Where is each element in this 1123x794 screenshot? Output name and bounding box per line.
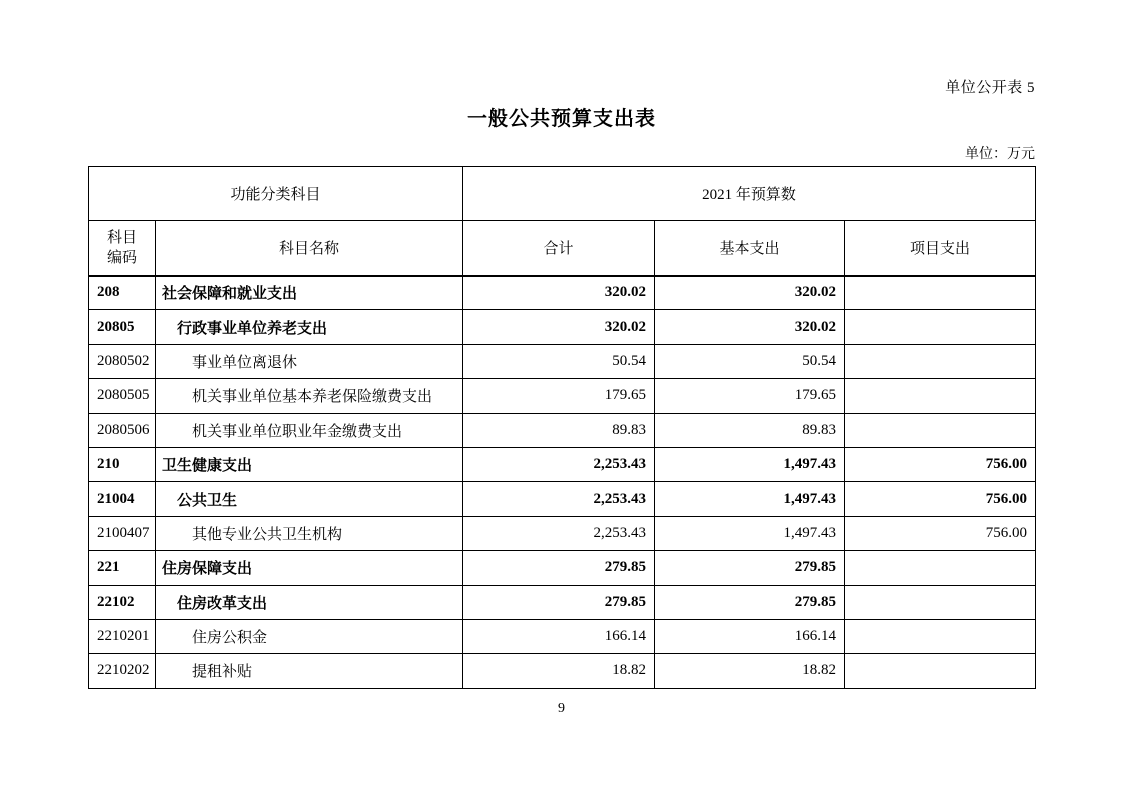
page-number: 9 — [558, 701, 565, 716]
cell-total: 279.85 — [463, 551, 655, 585]
header-2021-budget: 2021 年预算数 — [463, 167, 1036, 221]
table-row — [89, 585, 1036, 619]
table-header — [89, 167, 1036, 276]
table-row — [89, 344, 1036, 378]
cell-name: 行政事业单位养老支出 — [156, 310, 463, 344]
cell-name: 卫生健康支出 — [156, 447, 463, 481]
header-group-row — [89, 167, 1036, 221]
table-row — [89, 447, 1036, 481]
cell-total: 2,253.43 — [463, 447, 655, 481]
cell-code: 2210202 — [89, 654, 156, 688]
table-body — [89, 276, 1036, 689]
table-row — [89, 413, 1036, 447]
cell-name: 住房保障支出 — [156, 551, 463, 585]
cell-project — [845, 551, 1036, 585]
cell-code: 21004 — [89, 482, 156, 516]
cell-project — [845, 654, 1036, 688]
header-subject-code-line1: 科目 — [106, 229, 137, 246]
cell-total: 2,253.43 — [463, 482, 655, 516]
header-subject-name: 科目名称 — [156, 221, 463, 276]
cell-total: 320.02 — [463, 310, 655, 344]
table-row — [89, 310, 1036, 344]
cell-total: 89.83 — [463, 413, 655, 447]
header-columns-row — [89, 221, 1036, 276]
cell-basic: 1,497.43 — [655, 447, 845, 481]
cell-project — [845, 585, 1036, 619]
unit-note: 单位：万元 — [965, 147, 1035, 162]
cell-total: 18.82 — [463, 654, 655, 688]
cell-code: 2080502 — [89, 344, 156, 378]
cell-project — [845, 344, 1036, 378]
header-functional-classification: 功能分类科目 — [89, 167, 463, 221]
cell-project: 756.00 — [845, 516, 1036, 550]
cell-basic: 320.02 — [655, 276, 845, 310]
cell-code: 2080505 — [89, 379, 156, 413]
cell-total: 279.85 — [463, 585, 655, 619]
cell-code: 20805 — [89, 310, 156, 344]
cell-name: 住房公积金 — [156, 619, 463, 653]
page-title: 一般公共预算支出表 — [467, 108, 656, 130]
cell-basic: 18.82 — [655, 654, 845, 688]
cell-name: 社会保障和就业支出 — [156, 276, 463, 310]
header-basic-expenditure: 基本支出 — [655, 221, 845, 276]
cell-basic: 50.54 — [655, 344, 845, 378]
table-row — [89, 516, 1036, 550]
cell-code: 22102 — [89, 585, 156, 619]
cell-basic: 89.83 — [655, 413, 845, 447]
table-row — [89, 379, 1036, 413]
table-row — [89, 482, 1036, 516]
cell-project — [845, 276, 1036, 310]
table-row — [89, 654, 1036, 688]
cell-basic: 179.65 — [655, 379, 845, 413]
corner-label: 单位公开表 5 — [945, 80, 1035, 96]
cell-project — [845, 619, 1036, 653]
cell-name: 住房改革支出 — [156, 585, 463, 619]
cell-name: 其他专业公共卫生机构 — [156, 516, 463, 550]
table-row — [89, 619, 1036, 653]
cell-total: 179.65 — [463, 379, 655, 413]
header-subject-code — [89, 221, 156, 276]
cell-total: 2,253.43 — [463, 516, 655, 550]
cell-basic: 320.02 — [655, 310, 845, 344]
cell-code: 210 — [89, 447, 156, 481]
cell-name: 提租补贴 — [156, 654, 463, 688]
cell-project — [845, 379, 1036, 413]
table-row — [89, 276, 1036, 310]
cell-basic: 1,497.43 — [655, 482, 845, 516]
cell-code: 2100407 — [89, 516, 156, 550]
cell-total: 166.14 — [463, 619, 655, 653]
cell-code: 2210201 — [89, 619, 156, 653]
cell-project: 756.00 — [845, 447, 1036, 481]
cell-code: 2080506 — [89, 413, 156, 447]
cell-code: 208 — [89, 276, 156, 310]
cell-project — [845, 413, 1036, 447]
cell-code: 221 — [89, 551, 156, 585]
cell-basic: 166.14 — [655, 619, 845, 653]
budget-table — [88, 166, 1036, 689]
cell-basic: 279.85 — [655, 585, 845, 619]
header-subject-code-line2: 编码 — [106, 249, 137, 266]
cell-name: 公共卫生 — [156, 482, 463, 516]
cell-total: 320.02 — [463, 276, 655, 310]
cell-name: 事业单位离退休 — [156, 344, 463, 378]
cell-name: 机关事业单位职业年金缴费支出 — [156, 413, 463, 447]
header-project-expenditure: 项目支出 — [845, 221, 1036, 276]
cell-basic: 279.85 — [655, 551, 845, 585]
table-row — [89, 551, 1036, 585]
cell-project: 756.00 — [845, 482, 1036, 516]
cell-basic: 1,497.43 — [655, 516, 845, 550]
header-total: 合计 — [463, 221, 655, 276]
cell-project — [845, 310, 1036, 344]
cell-name: 机关事业单位基本养老保险缴费支出 — [156, 379, 463, 413]
cell-total: 50.54 — [463, 344, 655, 378]
